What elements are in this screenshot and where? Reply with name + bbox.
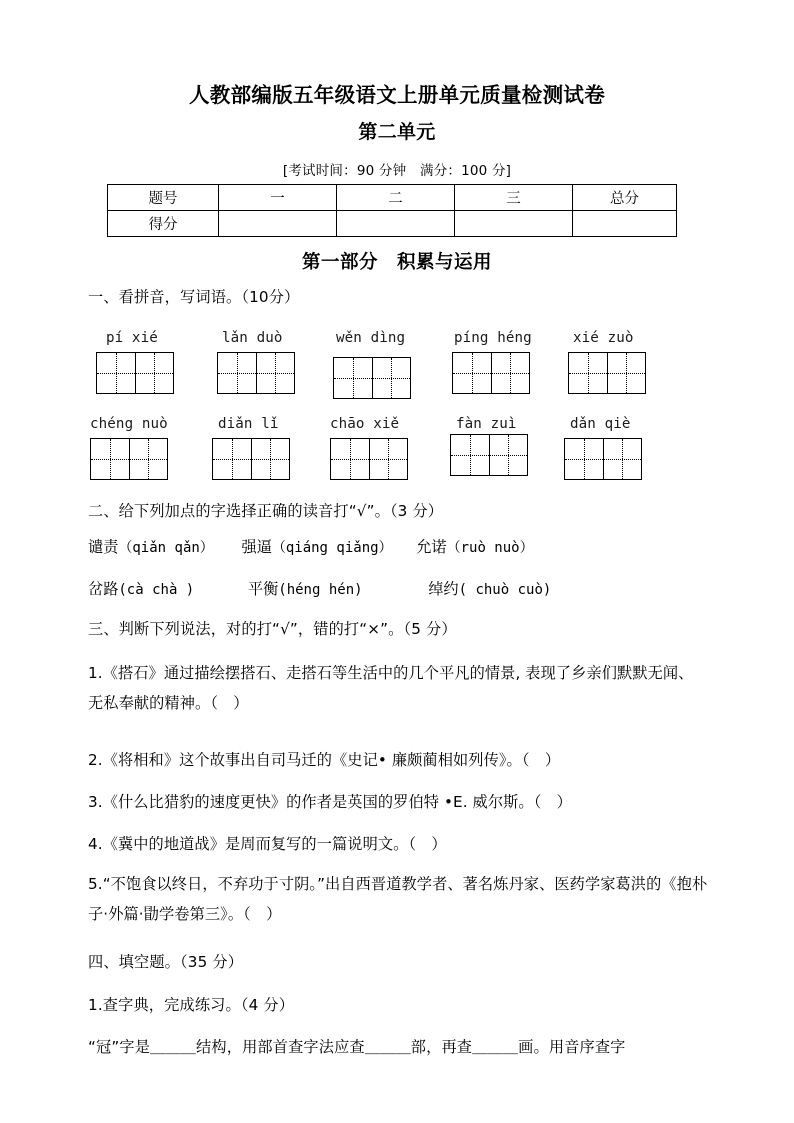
grid-guide-vertical-right [270,439,271,479]
choice-item [88,578,194,599]
choice-pinyin[interactable]: （qiáng qiǎng） [271,540,393,556]
tianzige-writing-box[interactable] [564,438,642,480]
choice-pinyin[interactable]: (héng hén) [278,582,363,598]
pinyin-label: chéng nuò [90,416,168,432]
grid-guide-vertical-left [588,353,589,393]
choice-item [416,536,533,557]
score-table-cell-blank[interactable] [337,211,455,237]
tianzige-writing-box[interactable] [450,434,528,476]
grid-guide-vertical-right [154,353,155,393]
score-table-cell-blank[interactable] [573,211,677,237]
judgement-item[interactable]: 2.《将相和》这个故事出自司马迁的《史记• 廉颇蔺相如列传》。（ ） [88,751,561,769]
unit-subtitle: 第二单元 [358,121,436,143]
exam-info: [考试时间：90 分钟 满分：100 分] [282,163,512,179]
choice-item [88,536,214,557]
score-table-cell: 三 [455,185,573,211]
pinyin-label: fàn zuì [456,416,517,432]
tianzige-writing-box[interactable] [90,438,168,480]
choice-pinyin[interactable]: ( chuò cuò) [458,582,552,598]
grid-guide-vertical-left [353,358,354,398]
grid-divider [489,435,490,475]
tianzige-writing-box[interactable] [96,352,174,394]
tianzige-writing-box[interactable] [452,352,530,394]
grid-guide-vertical-left [110,439,111,479]
pinyin-label: píng héng [454,330,532,346]
score-table-cell-blank[interactable] [455,211,573,237]
grid-divider [603,439,604,479]
judgement-item[interactable]: 1.《搭石》通过描绘摆搭石、走搭石等生活中的几个平凡的情景, 表现了乡亲们默默无闻、无私奉献的精神。（ ） [88,664,694,712]
question-two-row-2[interactable] [88,578,551,599]
table-row [108,211,677,237]
grid-divider [372,358,373,398]
question-two-heading: 二、给下列加点的字选择正确的读音打“√”。（3 分） [88,502,444,520]
tianzige-writing-box[interactable] [217,352,295,394]
grid-guide-vertical-left [472,353,473,393]
choice-item [241,536,392,557]
tianzige-writing-box[interactable] [333,357,411,399]
question-one-heading: 一、看拼音，写词语。（10分） [88,288,300,306]
grid-guide-vertical-right [148,439,149,479]
grid-divider [369,439,370,479]
score-table-cell: 总分 [573,185,677,211]
score-table [107,184,677,237]
choice-word: 平衡 [247,580,279,598]
pinyin-label: xié zuò [573,330,634,346]
judgement-item[interactable]: 5.“不饱食以终日，不弃功于寸阴。”出自西晋道教学者、著名炼丹家、医药学家葛洪的《抱朴子·外篇·勖学卷第三》。（ ） [88,875,708,923]
pinyin-label: wěn dìng [336,330,406,346]
grid-guide-vertical-left [116,353,117,393]
choice-word: 岔路 [88,580,119,598]
grid-guide-vertical-left [237,353,238,393]
choice-item [248,578,363,599]
tianzige-writing-box[interactable] [212,438,290,480]
choice-item [428,578,551,599]
pinyin-label: chāo xiě [330,416,400,432]
question-four-sub-heading: 1.查字典，完成练习。（4 分） [88,996,295,1014]
choice-word: 强逼 [241,538,272,556]
grid-divider [607,353,608,393]
pinyin-label: dǎn qiè [570,416,631,432]
grid-guide-vertical-right [388,439,389,479]
choice-pinyin[interactable]: （ruò nuò） [446,540,534,556]
grid-guide-vertical-left [584,439,585,479]
judgement-item[interactable]: 4.《冀中的地道战》是周而复写的一篇说明文。（ ） [88,835,447,853]
tianzige-writing-box[interactable] [330,438,408,480]
score-table-cell: 二 [337,185,455,211]
choice-word: 允诺 [416,538,447,556]
page-title: 人教部编版五年级语文上册单元质量检测试卷 [189,83,605,107]
choice-word: 绰约 [428,580,459,598]
grid-divider [135,353,136,393]
question-four-heading: 四、填空题。（35 分） [88,953,244,971]
grid-guide-vertical-left [470,435,471,475]
part-one-header: 第一部分 积累与运用 [301,252,492,273]
grid-guide-vertical-right [391,358,392,398]
grid-guide-vertical-left [350,439,351,479]
grid-guide-vertical-right [508,435,509,475]
score-table-cell: 题号 [108,185,219,211]
dictionary-fill-blank-text[interactable]: “冠”字是＿＿＿结构，用部首查字法应查＿＿＿部，再查＿＿＿画。用音序查字 [88,1038,626,1056]
grid-guide-vertical-left [232,439,233,479]
pinyin-label: pí xié [106,330,158,346]
score-table-cell-blank[interactable] [219,211,337,237]
grid-divider [256,353,257,393]
question-three-heading: 三、判断下列说法，对的打“√”，错的打“×”。（5 分） [88,620,457,638]
question-two-row-1[interactable] [88,536,534,557]
grid-guide-vertical-right [622,439,623,479]
grid-divider [251,439,252,479]
judgement-item[interactable]: 3.《什么比猎豹的速度更快》的作者是英国的罗伯特 •E. 威尔斯。（ ） [88,793,572,811]
grid-guide-vertical-right [510,353,511,393]
grid-divider [129,439,130,479]
grid-guide-vertical-right [275,353,276,393]
grid-guide-vertical-right [626,353,627,393]
grid-divider [491,353,492,393]
choice-pinyin[interactable]: （qiǎn qǎn） [118,540,214,556]
tianzige-writing-box[interactable] [568,352,646,394]
pinyin-label: lǎn duò [222,330,283,346]
choice-word: 谴责 [88,538,119,556]
choice-pinyin[interactable]: (cà chà ) [118,582,195,598]
table-row [108,185,677,211]
score-table-cell: 一 [219,185,337,211]
score-table-cell: 得分 [108,211,219,237]
pinyin-label: diǎn lǐ [218,416,279,432]
